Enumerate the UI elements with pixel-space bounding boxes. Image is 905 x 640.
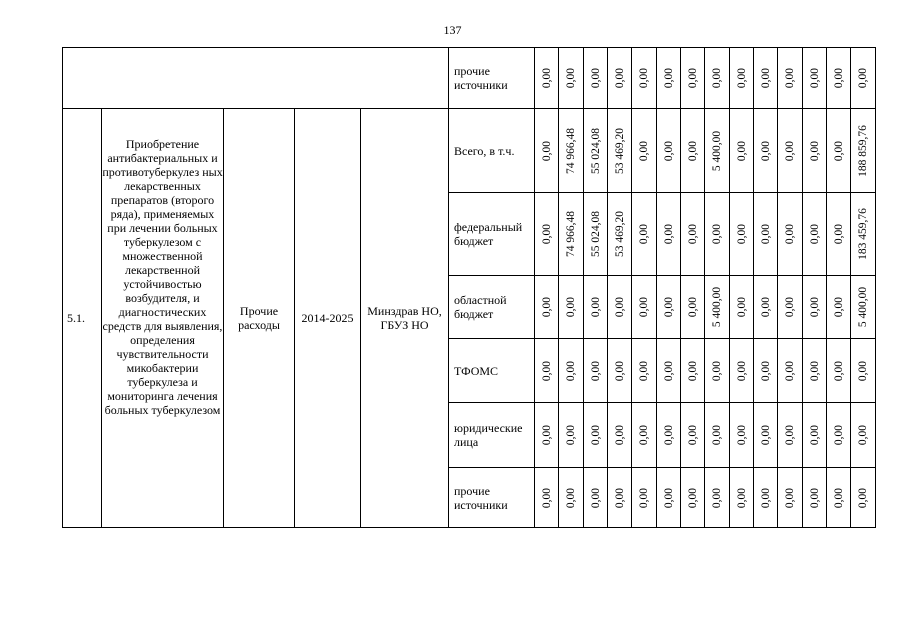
value-cell bbox=[778, 403, 803, 468]
value-cell bbox=[803, 468, 827, 528]
value-text: 0,00 bbox=[540, 296, 553, 318]
value-cell bbox=[827, 109, 851, 193]
value-cell bbox=[730, 193, 754, 276]
value-text: 0,00 bbox=[613, 67, 626, 89]
value-text: 0,00 bbox=[565, 487, 577, 508]
value-cell bbox=[657, 193, 681, 276]
value-cell bbox=[535, 109, 559, 193]
value-text: 0,00 bbox=[589, 67, 602, 89]
value-cell bbox=[535, 339, 559, 403]
value-text: 183 459,76 bbox=[857, 208, 869, 260]
value-cell bbox=[730, 48, 754, 109]
value-cell bbox=[632, 109, 657, 193]
value-text: 0,00 bbox=[638, 223, 650, 245]
value-cell bbox=[608, 193, 632, 276]
value-cell bbox=[754, 276, 778, 339]
value-cell bbox=[632, 403, 657, 468]
value-text: 0,00 bbox=[808, 223, 821, 245]
value-cell bbox=[584, 109, 608, 193]
value-cell bbox=[778, 48, 803, 109]
value-text: 0,00 bbox=[735, 67, 748, 89]
value-text: 55 024,08 bbox=[589, 127, 602, 174]
value-text: 0,00 bbox=[686, 140, 699, 161]
value-cell bbox=[851, 468, 876, 528]
value-text: 53 469,20 bbox=[613, 127, 626, 174]
value-text: 0,00 bbox=[808, 140, 821, 161]
value-text: 0,00 bbox=[759, 223, 772, 245]
value-cell bbox=[681, 109, 705, 193]
value-text: 0,00 bbox=[662, 140, 675, 161]
value-cell bbox=[803, 276, 827, 339]
value-text: 0,00 bbox=[711, 360, 723, 381]
value-cell bbox=[559, 193, 584, 276]
value-cell bbox=[535, 48, 559, 109]
value-cell bbox=[705, 48, 730, 109]
value-text: 0,00 bbox=[735, 140, 748, 161]
value-cell bbox=[657, 109, 681, 193]
value-cell bbox=[705, 193, 730, 276]
value-cell bbox=[632, 193, 657, 276]
value-cell bbox=[584, 403, 608, 468]
value-text: 0,00 bbox=[662, 487, 675, 508]
value-cell bbox=[851, 109, 876, 193]
value-text: 5 400,00 bbox=[711, 130, 723, 171]
value-cell bbox=[705, 468, 730, 528]
value-text: 5 400,00 bbox=[857, 286, 869, 328]
value-text: 0,00 bbox=[686, 67, 699, 89]
value-text: 0,00 bbox=[589, 424, 602, 446]
value-cell bbox=[559, 48, 584, 109]
budget-table bbox=[62, 47, 876, 528]
value-cell bbox=[754, 339, 778, 403]
value-text: 0,00 bbox=[784, 223, 796, 245]
value-text: 0,00 bbox=[857, 360, 869, 381]
value-text: 0,00 bbox=[613, 296, 626, 318]
table-row-prev-other bbox=[63, 48, 876, 109]
value-cell bbox=[632, 276, 657, 339]
value-cell bbox=[730, 403, 754, 468]
value-cell bbox=[803, 48, 827, 109]
value-cell bbox=[657, 48, 681, 109]
value-text: 0,00 bbox=[832, 296, 845, 318]
value-text: 0,00 bbox=[540, 223, 553, 245]
value-cell bbox=[535, 193, 559, 276]
value-text: 0,00 bbox=[784, 424, 796, 446]
value-text: 0,00 bbox=[565, 67, 577, 89]
value-text: 0,00 bbox=[589, 487, 602, 508]
value-cell bbox=[754, 48, 778, 109]
value-cell bbox=[827, 48, 851, 109]
value-text: 0,00 bbox=[711, 67, 723, 89]
value-text: 0,00 bbox=[808, 424, 821, 446]
value-cell bbox=[705, 403, 730, 468]
value-text: 0,00 bbox=[565, 296, 577, 318]
value-text: 188 859,76 bbox=[857, 124, 869, 177]
value-text: 0,00 bbox=[686, 487, 699, 508]
value-cell bbox=[803, 403, 827, 468]
value-text: 0,00 bbox=[540, 424, 553, 446]
value-cell bbox=[584, 339, 608, 403]
value-text: 0,00 bbox=[711, 223, 723, 245]
value-cell bbox=[705, 339, 730, 403]
value-text: 0,00 bbox=[759, 424, 772, 446]
value-text: 0,00 bbox=[540, 67, 553, 89]
value-text: 0,00 bbox=[589, 296, 602, 318]
value-cell bbox=[730, 109, 754, 193]
value-text: 0,00 bbox=[759, 360, 772, 381]
value-cell bbox=[535, 468, 559, 528]
value-cell bbox=[657, 339, 681, 403]
value-cell bbox=[608, 468, 632, 528]
value-cell bbox=[754, 193, 778, 276]
source-label: юридические лица bbox=[449, 403, 535, 468]
expense-type: Прочие расходы bbox=[224, 109, 295, 528]
value-cell bbox=[778, 276, 803, 339]
value-text: 0,00 bbox=[613, 360, 626, 381]
source-label: прочие источники bbox=[449, 468, 535, 528]
period: 2014-2025 bbox=[295, 109, 361, 528]
value-text: 0,00 bbox=[832, 487, 845, 508]
value-cell bbox=[827, 468, 851, 528]
value-cell bbox=[681, 48, 705, 109]
table-row bbox=[63, 109, 876, 193]
value-text: 0,00 bbox=[832, 67, 845, 89]
value-cell bbox=[851, 193, 876, 276]
value-cell bbox=[778, 468, 803, 528]
value-text: 0,00 bbox=[662, 223, 675, 245]
value-text: 0,00 bbox=[662, 360, 675, 381]
source-label: прочие источники bbox=[449, 48, 535, 109]
value-text: 0,00 bbox=[808, 296, 821, 318]
value-text: 0,00 bbox=[711, 424, 723, 446]
value-text: 0,00 bbox=[686, 223, 699, 245]
value-cell bbox=[681, 193, 705, 276]
value-cell bbox=[730, 276, 754, 339]
value-text: 0,00 bbox=[540, 487, 553, 508]
value-text: 74 966,48 bbox=[565, 127, 577, 174]
value-cell bbox=[705, 276, 730, 339]
value-text: 0,00 bbox=[638, 67, 650, 89]
value-text: 0,00 bbox=[638, 360, 650, 381]
value-text: 0,00 bbox=[686, 360, 699, 381]
value-cell bbox=[730, 339, 754, 403]
value-text: 0,00 bbox=[735, 424, 748, 446]
value-text: 0,00 bbox=[565, 360, 577, 381]
value-cell bbox=[827, 193, 851, 276]
value-text: 0,00 bbox=[808, 360, 821, 381]
value-text: 0,00 bbox=[686, 424, 699, 446]
value-text: 0,00 bbox=[784, 67, 796, 89]
value-cell bbox=[584, 276, 608, 339]
value-cell bbox=[851, 339, 876, 403]
value-cell bbox=[827, 276, 851, 339]
value-cell bbox=[584, 48, 608, 109]
value-cell bbox=[681, 339, 705, 403]
value-text: 0,00 bbox=[808, 67, 821, 89]
value-text: 0,00 bbox=[857, 487, 869, 508]
value-cell bbox=[608, 339, 632, 403]
source-label: федеральный бюджет bbox=[449, 193, 535, 276]
source-label: ТФОМС bbox=[449, 339, 535, 403]
value-text: 0,00 bbox=[613, 487, 626, 508]
value-text: 0,00 bbox=[735, 487, 748, 508]
value-text: 0,00 bbox=[638, 296, 650, 318]
value-cell bbox=[632, 48, 657, 109]
value-cell bbox=[535, 276, 559, 339]
value-cell bbox=[730, 468, 754, 528]
value-cell bbox=[608, 109, 632, 193]
value-cell bbox=[827, 403, 851, 468]
value-text: 0,00 bbox=[759, 140, 772, 161]
value-text: 0,00 bbox=[857, 67, 869, 89]
value-cell bbox=[559, 109, 584, 193]
value-cell bbox=[778, 339, 803, 403]
value-text: 0,00 bbox=[759, 296, 772, 318]
value-text: 0,00 bbox=[711, 487, 723, 508]
value-text: 5 400,00 bbox=[711, 286, 723, 328]
value-text: 0,00 bbox=[735, 223, 748, 245]
value-cell bbox=[584, 468, 608, 528]
value-text: 0,00 bbox=[759, 487, 772, 508]
value-cell bbox=[584, 193, 608, 276]
value-cell bbox=[803, 339, 827, 403]
value-text: 0,00 bbox=[662, 424, 675, 446]
value-text: 0,00 bbox=[540, 140, 553, 161]
value-cell bbox=[608, 48, 632, 109]
value-cell bbox=[632, 468, 657, 528]
value-cell bbox=[559, 468, 584, 528]
value-cell bbox=[803, 109, 827, 193]
value-text: 0,00 bbox=[832, 140, 845, 161]
value-cell bbox=[681, 468, 705, 528]
value-text: 0,00 bbox=[808, 487, 821, 508]
source-label: Всего, в т.ч. bbox=[449, 109, 535, 193]
value-cell bbox=[632, 339, 657, 403]
value-text: 0,00 bbox=[662, 67, 675, 89]
value-cell bbox=[851, 276, 876, 339]
empty-cell bbox=[63, 48, 449, 109]
value-text: 0,00 bbox=[686, 296, 699, 318]
value-text: 0,00 bbox=[638, 487, 650, 508]
value-text: 74 966,48 bbox=[565, 211, 577, 257]
value-text: 0,00 bbox=[565, 424, 577, 446]
value-cell bbox=[778, 109, 803, 193]
value-cell bbox=[681, 276, 705, 339]
value-text: 0,00 bbox=[589, 360, 602, 381]
value-cell bbox=[851, 48, 876, 109]
value-text: 0,00 bbox=[613, 424, 626, 446]
value-text: 0,00 bbox=[638, 140, 650, 161]
value-cell bbox=[657, 468, 681, 528]
value-cell bbox=[851, 403, 876, 468]
value-cell bbox=[681, 403, 705, 468]
value-cell bbox=[705, 109, 730, 193]
value-cell bbox=[657, 276, 681, 339]
value-text: 0,00 bbox=[759, 67, 772, 89]
value-text: 0,00 bbox=[784, 360, 796, 381]
value-text: 0,00 bbox=[784, 296, 796, 318]
value-text: 53 469,20 bbox=[613, 211, 626, 257]
value-text: 0,00 bbox=[735, 296, 748, 318]
value-text: 0,00 bbox=[638, 424, 650, 446]
item-number: 5.1. bbox=[63, 109, 102, 528]
value-cell bbox=[754, 109, 778, 193]
value-text: 0,00 bbox=[735, 360, 748, 381]
value-text: 0,00 bbox=[784, 487, 796, 508]
value-cell bbox=[608, 276, 632, 339]
value-cell bbox=[803, 193, 827, 276]
value-cell bbox=[778, 193, 803, 276]
value-cell bbox=[559, 276, 584, 339]
value-text: 0,00 bbox=[832, 223, 845, 245]
value-cell bbox=[657, 403, 681, 468]
value-text: 0,00 bbox=[832, 360, 845, 381]
executor: Минздрав НО, ГБУЗ НО bbox=[361, 109, 449, 528]
value-text: 55 024,08 bbox=[589, 211, 602, 257]
value-text: 0,00 bbox=[784, 140, 796, 161]
value-text: 0,00 bbox=[857, 424, 869, 446]
page-number: 137 bbox=[443, 23, 462, 37]
source-label: областной бюджет bbox=[449, 276, 535, 339]
value-cell bbox=[559, 339, 584, 403]
value-cell bbox=[535, 403, 559, 468]
item-name: Приобретение антибактериальных и противотуберкулез ных лекарственных препаратов (второго ряда), применяемых при лечении больных туберкулезом с множественной лекарственной устойчивостью возбудителя, и диагностических средств для выявления, определения чувствительности микобактерии туберкулеза и мониторинга лечения больных туберкулезом bbox=[102, 109, 224, 528]
value-cell bbox=[754, 403, 778, 468]
value-text: 0,00 bbox=[832, 424, 845, 446]
value-text: 0,00 bbox=[540, 360, 553, 381]
value-cell bbox=[827, 339, 851, 403]
value-cell bbox=[608, 403, 632, 468]
value-cell bbox=[754, 468, 778, 528]
value-text: 0,00 bbox=[662, 296, 675, 318]
value-cell bbox=[559, 403, 584, 468]
